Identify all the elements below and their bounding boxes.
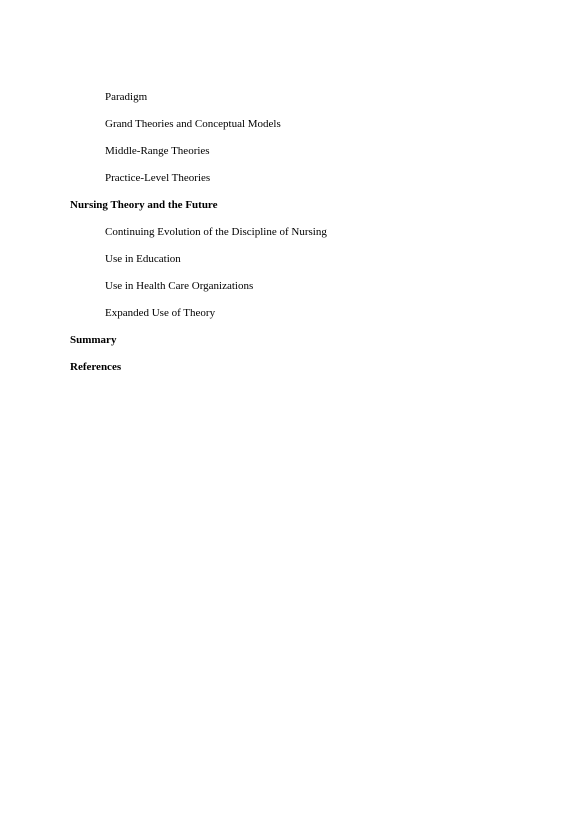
toc-heading-summary: Summary [70,334,117,346]
toc-entry-practice-level-theories: Practice-Level Theories [105,172,211,184]
toc-entry-grand-theories: Grand Theories and Conceptual Models [105,118,281,130]
toc-entry-paradigm: Paradigm [105,91,148,103]
toc-heading-nursing-theory-future: Nursing Theory and the Future [70,199,218,211]
table-of-contents [70,90,530,387]
toc-entry-expanded-use: Expanded Use of Theory [105,307,216,319]
toc-entry-middle-range-theories: Middle-Range Theories [105,145,210,157]
toc-entry-use-in-education: Use in Education [105,253,181,265]
toc-heading-references: References [70,361,122,373]
toc-entry-use-in-health-care: Use in Health Care Organizations [105,280,254,292]
toc-entry-continuing-evolution: Continuing Evolution of the Discipline of Nursing [105,226,327,238]
